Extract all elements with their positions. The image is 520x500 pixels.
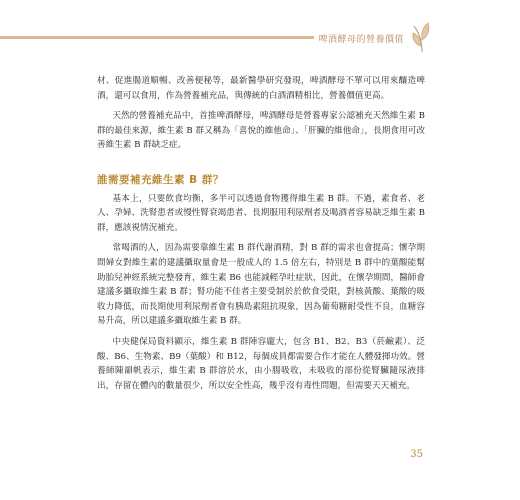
page-number: 35	[410, 449, 423, 460]
paragraph: 基本上，只要飲食均衡，多半可以透過食物獲得維生素 B 群。不過，素食者、老人、孕婦、洗腎患者或慢性腎衰竭患者、長期服用利尿劑者及喝酒者容易缺乏維生素 B 群，應該視情況補充。	[97, 193, 425, 233]
paragraph: 常喝酒的人，因為需要靠維生素 B 群代謝酒精，對 B 群的需求也會提高；懷孕期間婦女對維生素的建議攝取量會是一般成人的 1.5 倍左右，特別是 B 群中的葉酸能幫助胎兒神經系統完整發育，維生素 B6 也能減輕孕吐症狀，因此，在懷孕期間，醫師會建議多攝取維生素 B 群；腎功能不佳者主要受制於於飲食受限，對核黃酸、葉酸的吸收力降低，而長期使用利尿劑者會有胰島素阻抗現象，因為葡萄糖耐受性不良，血糖容易升高，所以建議多攝取維生素 B 群。	[97, 243, 425, 327]
running-header	[0, 14, 520, 54]
paragraph: 中央健保局資料顯示，維生素 B 群陣容龐大，包含 B1、B2、B3（菸鹼素）、泛酸、B6、生物素、B9（葉酸）和 B12，每個成員都需要合作才能在人體發揮功效。營養師陳韻帆表示，維生素 B 群溶於水，由小腸吸收，未吸收的部份從腎臟隨尿液排出，存留在體內的數量很少，所以安全性高，幾乎沒有毒性問題，但需要天天補充。	[97, 336, 425, 391]
running-header-title: 啤酒酵母的營養價值	[314, 32, 408, 45]
paragraph: 材、促進腸道順暢、改善便秘等，最新醫學研究發現，啤酒酵母不單可以用來釀造啤酒，還可以食用，作為營養補充品，與傳統的白酒酒精相比，營養價值更高。	[97, 76, 425, 101]
body-text	[97, 74, 425, 399]
leaf-icon	[410, 20, 434, 54]
paragraph: 天然的營養補充品中，首推啤酒酵母，啤酒酵母是營養專家公認補充天然維生素 B 群的最佳來源，維生素 B 群又稱為「喜悅的維他命」、「肝臟的維他命」，長期食用可改善維生素 B 群缺乏症。	[97, 111, 425, 151]
section-heading: 誰需要補充維生素 B 群？	[97, 173, 224, 186]
